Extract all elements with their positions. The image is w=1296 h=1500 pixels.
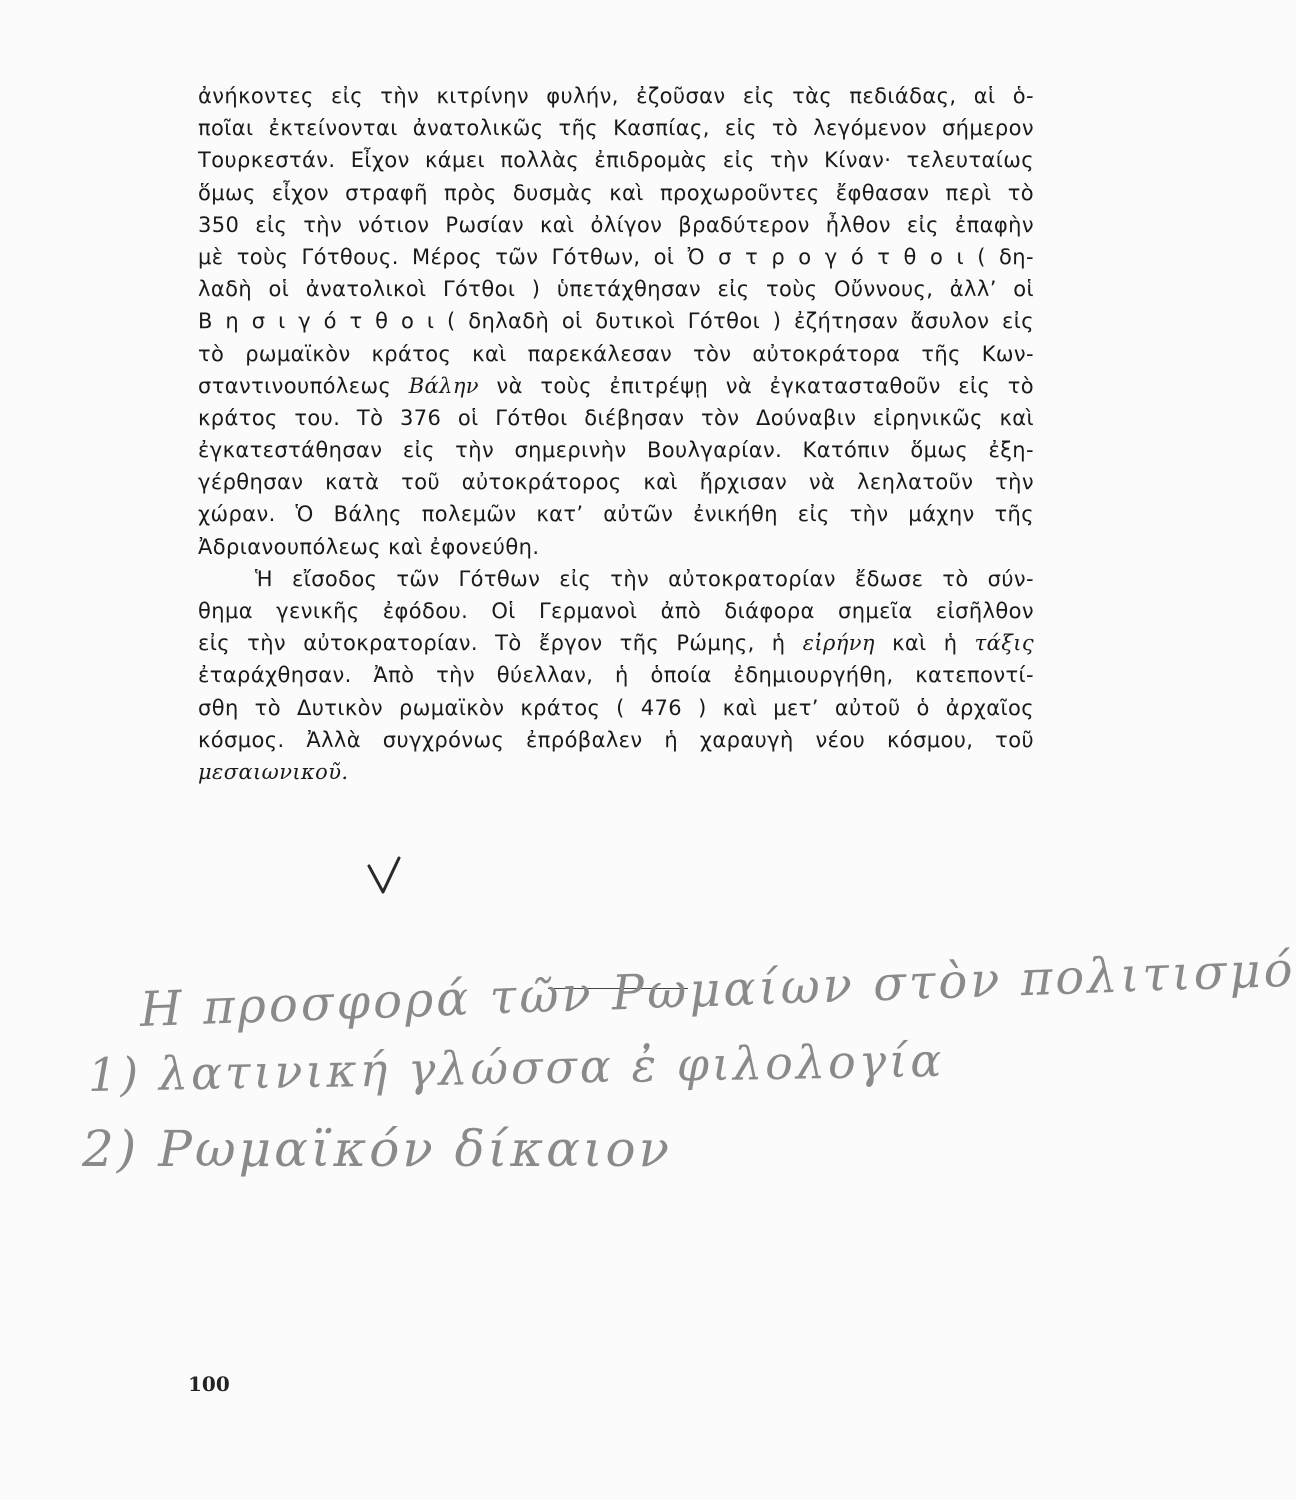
text-line: τὸ ρωμαϊκὸν κράτος καὶ παρεκάλεσαν τὸν αὐτοκράτορα τῆς Κων- [198, 341, 1034, 366]
text-segment: εἰς τὴν αὐτοκρατορίαν. Τὸ ἔργον τῆς Ρώμης, ἡ [198, 631, 786, 656]
emphasis-valens: Βάλην [408, 373, 479, 398]
text-line: ὅμως εἶχον στραφῆ πρὸς δυσμὰς καὶ προχωροῦντες ἔφθασαν περὶ τὸ [198, 180, 1034, 205]
checkmark-icon [365, 848, 405, 898]
text-line: κράτος του. Τὸ 376 οἱ Γότθοι διέβησαν τὸν Δούναβιν εἰρηνικῶς καὶ [198, 405, 1034, 430]
page-number: 100 [188, 1372, 230, 1396]
text-segment: καὶ ἡ [892, 631, 958, 656]
text-line [198, 627, 1034, 659]
handwritten-note-item-2: 2) Ρωμαϊκόν δίκαιον [82, 1120, 673, 1178]
text-line: Ἡ εἴσοδος τῶν Γότθων εἰς τὴν αὐτοκρατορίαν ἔδωσε τὸ σύν- [255, 566, 1034, 591]
text-line: Ἀδριανουπόλεως καὶ ἐφονεύθη. [198, 534, 540, 559]
text-segment: σταντινουπόλεως [198, 373, 392, 398]
text-line: 350 εἰς τὴν νότιον Ρωσίαν καὶ ὀλίγον βραδύτερον ἦλθον εἰς ἐπαφὴν [198, 212, 1034, 237]
text-line: θημα γενικῆς ἐφόδου. Οἱ Γερμανοὶ ἀπὸ διάφορα σημεῖα εἰσῆλθον [198, 599, 1034, 623]
emphasis-eirini: εἰρήνη [802, 631, 875, 656]
text-line: Τουρκεστάν. Εἶχον κάμει πολλὰς ἐπιδρομὰς εἰς τὴν Κίναν· τελευταίως [198, 148, 1034, 173]
text-line [198, 370, 1034, 402]
text-line: κόσμος. Ἀλλὰ συγχρόνως ἐπρόβαλεν ἡ χαραυγὴ νέου κόσμου, τοῦ [198, 727, 1034, 752]
text-line: χώραν. Ὁ Βάλης πολεμῶν κατ’ αὐτῶν ἐνικήθη εἰς τὴν μάχην τῆς [198, 502, 1034, 527]
text-segment: νὰ τοὺς ἐπιτρέψῃ νὰ ἐγκατασταθοῦν εἰς τὸ [496, 373, 1034, 398]
text-line: ἐταράχθησαν. Ἀπὸ τὴν θύελλαν, ἡ ὁποία ἐδημιουργήθη, κατεποντί- [198, 663, 1034, 688]
text-line: ποῖαι ἐκτείνονται ἀνατολικῶς τῆς Κασπίας, εἰς τὸ λεγόμενον σήμερον [198, 116, 1034, 141]
text-line: σθη τὸ Δυτικὸν ρωμαϊκὸν κράτος ( 476 ) καὶ μετ’ αὐτοῦ ὁ ἀρχαῖος [198, 695, 1034, 720]
body-text [198, 80, 1034, 788]
text-line: ἐγκατεστάθησαν εἰς τὴν σημερινὴν Βουλγαρίαν. Κατόπιν ὅμως ἐξη- [198, 438, 1034, 463]
text-line: μὲ τοὺς Γότθους. Μέρος τῶν Γότθων, οἱ Ὀ σ τ ρ ο γ ό τ θ ο ι ( δη- [198, 244, 1034, 269]
text-line: Β η σ ι γ ό τ θ ο ι ( δηλαδὴ οἱ δυτικοὶ Γότθοι ) ἐζήτησαν ἄσυλον εἰς [198, 309, 1034, 334]
text-line: λαδὴ οἱ ἀνατολικοὶ Γότθοι ) ὑπετάχθησαν εἰς τοὺς Οὔννους, ἀλλ’ οἱ [198, 277, 1034, 302]
text-line: γέρθησαν κατὰ τοῦ αὐτοκράτορος καὶ ἤρχισαν νὰ λεηλατοῦν τὴν [198, 470, 1034, 495]
text-line: ἀνήκοντες εἰς τὴν κιτρίνην φυλήν, ἐζοῦσαν εἰς τὰς πεδιάδας, αἱ ὁ- [198, 84, 1034, 108]
emphasis-taxis: τάξις [974, 631, 1035, 656]
emphasis-mesaionikou: μεσαιωνικοῦ. [198, 759, 349, 784]
handwritten-note-title: Η προσφορά τῶν Ρωμαίων στὸν πολιτισμό [139, 941, 1296, 1038]
handwritten-note-item-1: 1) λατινική γλώσσα ἐ φιλολογία [87, 1033, 945, 1102]
